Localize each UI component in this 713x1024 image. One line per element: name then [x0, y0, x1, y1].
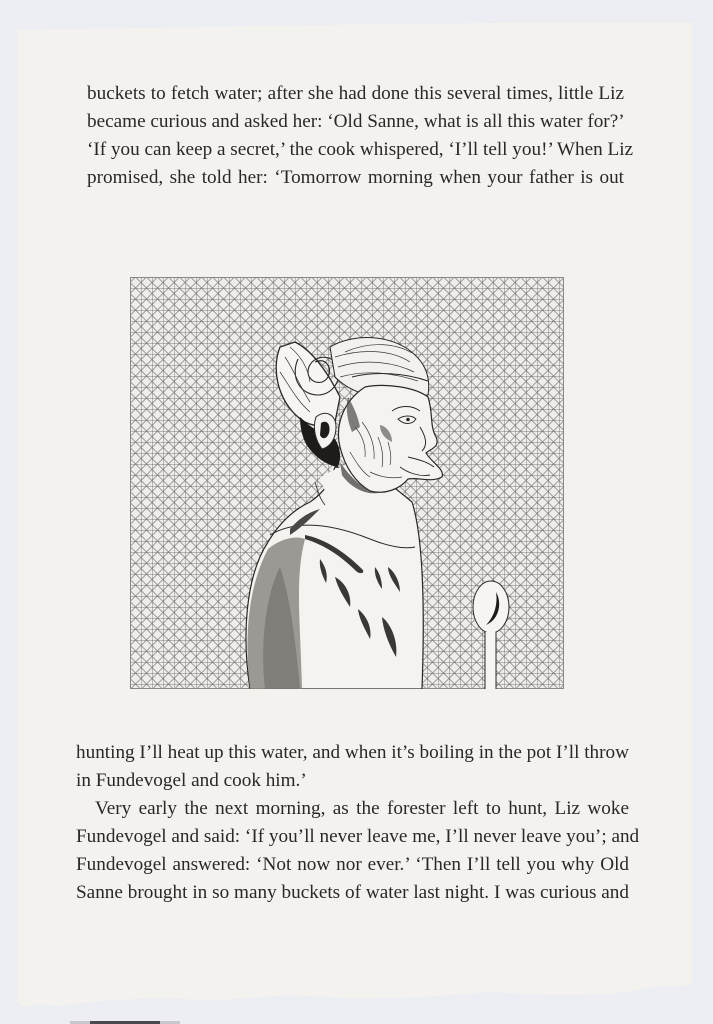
- text-line: hunting I’ll heat up this water, and when it’s boiling in the pot I’ll throw: [76, 742, 629, 763]
- text-line-paragraph-start: Very early the next morning, as the forester left to hunt, Liz woke: [95, 798, 629, 819]
- text-line: promised, she told her: ‘Tomorrow morning when your father is out: [87, 167, 624, 188]
- etching-portrait-icon: [130, 277, 564, 689]
- bottom-text-block: [76, 739, 640, 907]
- text-line: became curious and asked her: ‘Old Sanne, what is all this water for?’: [87, 111, 625, 132]
- text-line: buckets to fetch water; after she had done this several times, little Liz: [87, 83, 624, 104]
- etching-illustration: [130, 277, 564, 689]
- text-line: ‘If you can keep a secret,’ the cook whispered, ‘I’ll tell you!’ When Liz: [87, 139, 634, 160]
- text-line: Fundevogel answered: ‘Not now nor ever.’ ‘Then I’ll tell you why Old: [76, 854, 629, 875]
- text-line: Sanne brought in so many buckets of water last night. I was curious and: [76, 882, 629, 903]
- top-text-block: [87, 80, 634, 192]
- text-line: Fundevogel and said: ‘If you’ll never leave me, I’ll never leave you’; and: [76, 826, 640, 847]
- text-line: in Fundevogel and cook him.’: [76, 770, 307, 791]
